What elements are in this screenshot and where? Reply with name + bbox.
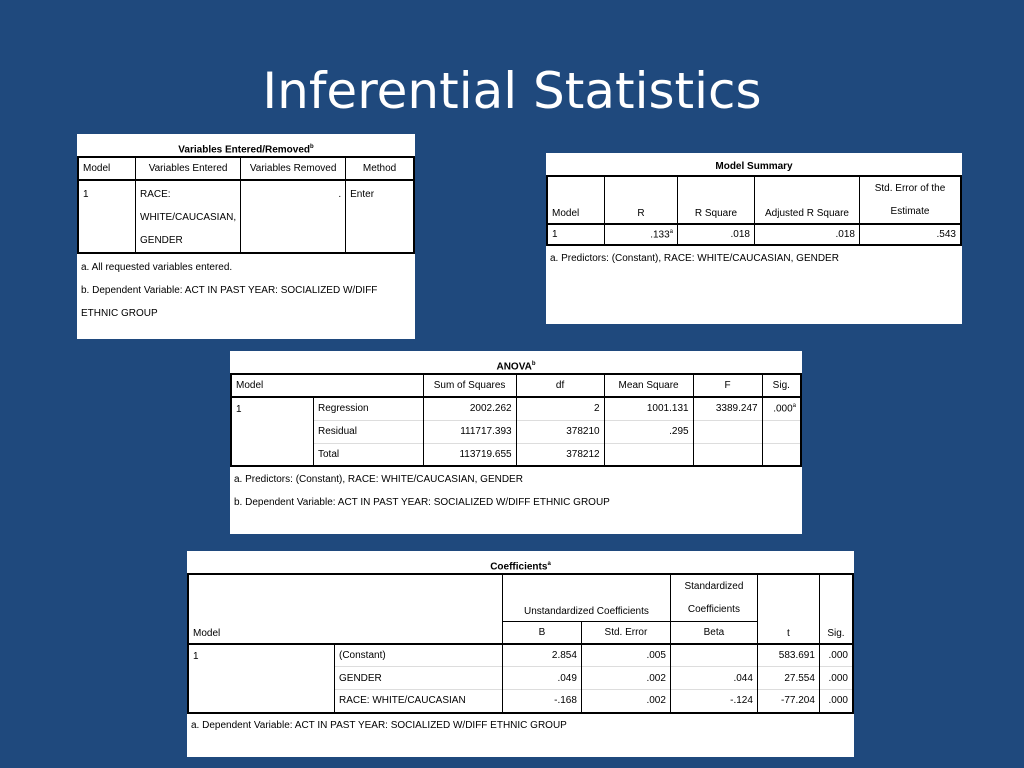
footnote: a. All requested variables entered. [81,262,233,273]
footnote: b. Dependent Variable: ACT IN PAST YEAR: SOCIALIZED W/DIFF [81,285,378,296]
model-cell: 1 [547,224,605,245]
row-label: Residual [314,420,424,443]
col-header-df: df [516,374,604,397]
model-cell: 1 [231,397,314,466]
b-cell: .049 [502,667,581,690]
col-header-entered: Variables Entered [136,157,241,180]
f-cell [693,420,762,443]
beta-cell: .044 [670,667,757,690]
ss-cell: 113719.655 [423,443,516,466]
removed-cell: . [241,180,346,253]
table-row [231,420,801,443]
col-header-se: Std. Error [581,622,670,644]
t-cell: 583.691 [757,644,819,667]
df-cell: 378212 [516,443,604,466]
anova-caption: ANOVA$^b$ [496,361,536,373]
col-header-method: Method [346,157,414,180]
coefficients-caption: Coefficients$^a$ [490,561,551,573]
coefficients-table [187,573,854,714]
variables-entered-caption: Variables Entered/Removed$^b$ [178,144,314,156]
ms-cell [604,443,693,466]
b-cell: 2.854 [502,644,581,667]
col-header-removed: Variables Removed [241,157,346,180]
sig-cell: .000 [819,690,853,713]
ms-cell: .295 [604,420,693,443]
col-header-f: F [693,374,762,397]
beta-cell [670,644,757,667]
table-row [231,443,801,466]
se-cell: .002 [581,690,670,713]
col-header-b: B [502,622,581,644]
row-label: GENDER [335,667,503,690]
row-label: (Constant) [335,644,503,667]
model-summary-table [546,175,962,246]
coefficients-panel [187,551,854,757]
model-summary-caption: Model Summary [715,161,793,172]
b-cell: -.168 [502,690,581,713]
col-header-adj: Adjusted R Square [755,176,860,224]
row-label: Regression [314,397,424,420]
entered-cell: RACE: WHITE/CAUCASIAN, GENDER [136,180,241,253]
ss-cell: 2002.262 [423,397,516,420]
f-cell [693,443,762,466]
slide-title: Inferential Statistics [262,62,762,120]
method-cell: Enter [346,180,414,253]
col-header-t: t [757,574,819,644]
footnote: b. Dependent Variable: ACT IN PAST YEAR: SOCIALIZED W/DIFF ETHNIC GROUP [234,497,610,508]
t-cell: -77.204 [757,690,819,713]
row-label: RACE: WHITE/CAUCASIAN [335,690,503,713]
sig-cell [762,443,801,466]
footnote: a. Dependent Variable: ACT IN PAST YEAR: SOCIALIZED W/DIFF ETHNIC GROUP [191,719,567,731]
col-header-model: Model [547,176,605,224]
model-cell: 1 [188,644,335,713]
col-header-ss: Sum of Squares [423,374,516,397]
ms-cell: 1001.131 [604,397,693,420]
model-summary-panel [546,153,962,324]
col-header-sig: Sig. [762,374,801,397]
rsq-cell: .018 [678,224,755,245]
adj-rsq-cell: .018 [755,224,860,245]
col-header-beta: Beta [670,622,757,644]
footnote: a. Predictors: (Constant), RACE: WHITE/CAUCASIAN, GENDER [550,253,839,264]
anova-table [230,373,802,467]
table-row [231,397,801,420]
col-header-rsq: R Square [678,176,755,224]
r-cell: .133$^a$ [605,224,678,245]
f-cell: 3389.247 [693,397,762,420]
df-cell: 378210 [516,420,604,443]
variables-entered-panel [77,134,415,339]
se-cell: .005 [581,644,670,667]
col-header-sig: Sig. [819,574,853,644]
col-header-model: Model [78,157,136,180]
col-header-ms: Mean Square [604,374,693,397]
footnote: ETHNIC GROUP [81,308,158,319]
anova-panel [230,351,802,534]
t-cell: 27.554 [757,667,819,690]
se-cell: .543 [860,224,962,245]
variables-entered-table [77,156,415,254]
col-header-std: Standardized Coefficients [670,574,757,622]
df-cell: 2 [516,397,604,420]
sig-cell: .000 [819,644,853,667]
row-label: Total [314,443,424,466]
sig-cell: .000$^a$ [762,397,801,420]
table-row [188,644,853,667]
model-cell: 1 [78,180,136,253]
col-header-model: Model [231,374,423,397]
sig-cell: .000 [819,667,853,690]
ss-cell: 111717.393 [423,420,516,443]
col-header-r: R [605,176,678,224]
col-header-se: Std. Error of the Estimate [860,176,962,224]
sig-cell [762,420,801,443]
col-header-unstd: Unstandardized Coefficients [502,574,670,622]
footnote: a. Predictors: (Constant), RACE: WHITE/CAUCASIAN, GENDER [234,474,523,485]
col-header-model: Model [188,574,502,644]
beta-cell: -.124 [670,690,757,713]
se-cell: .002 [581,667,670,690]
